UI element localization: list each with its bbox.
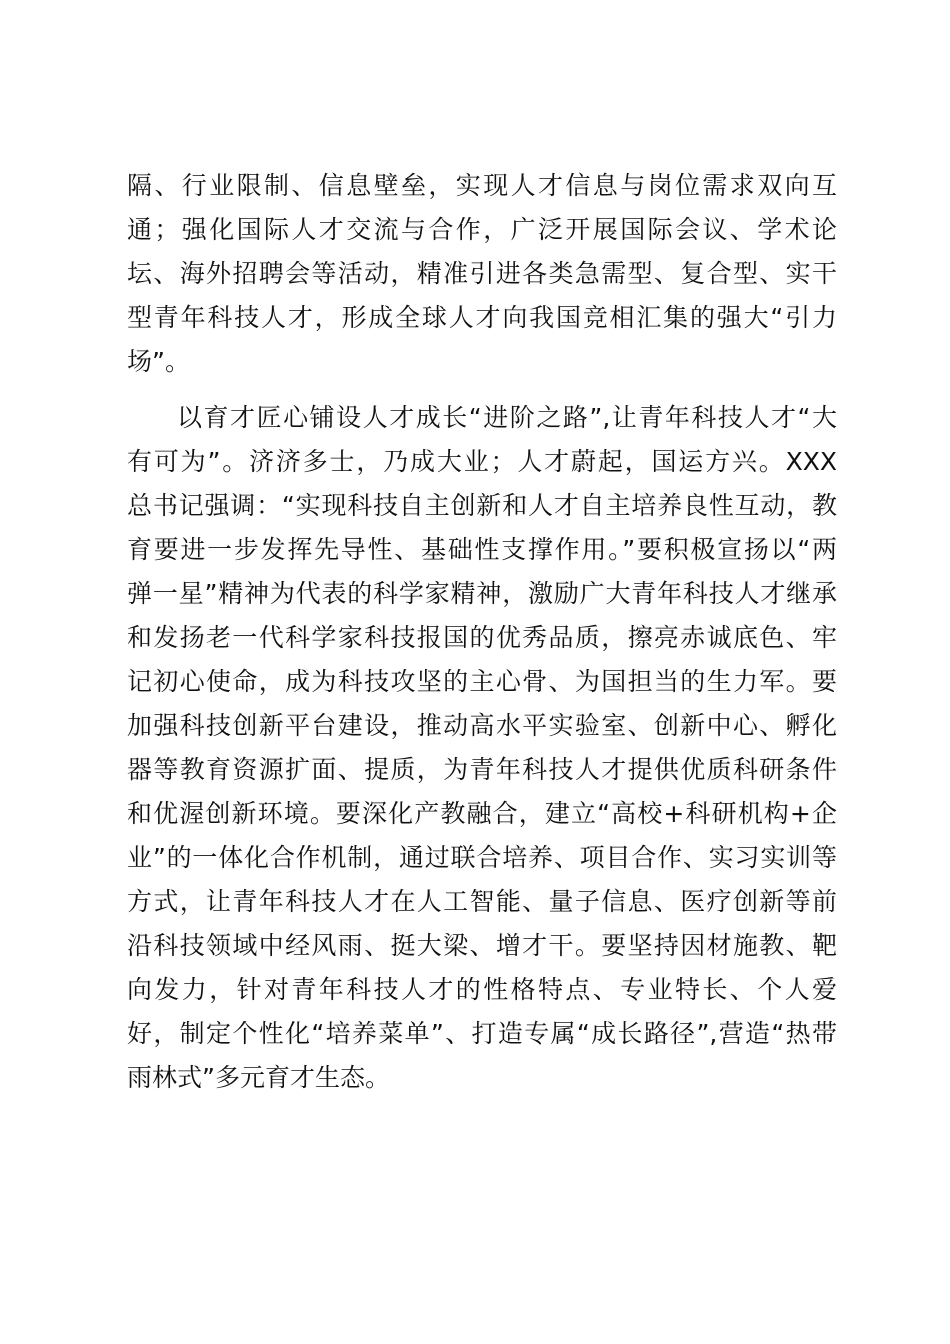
text-line: 坛、海外招聘会等活动，精准引进各类急需型、复合型、实干 bbox=[127, 259, 837, 288]
text-line: 加强科技创新平台建设，推动高水平实验室、创新中心、孵化 bbox=[127, 711, 837, 740]
text-line: 和优渥创新环境。要深化产教融合，建立“高校+科研机构+企 bbox=[127, 799, 837, 828]
text-line: 总书记强调：“实现科技自主创新和人才自主培养良性互动，教 bbox=[127, 491, 837, 520]
text-line: 育要进一步发挥先导性、基础性支撑作用。”要积极宣扬以“两 bbox=[127, 535, 837, 564]
text-line: 器等教育资源扩面、提质，为青年科技人才提供优质科研条件 bbox=[127, 755, 837, 784]
text-line: 弹一星”精神为代表的科学家精神，激励广大青年科技人才继承 bbox=[127, 579, 837, 608]
text-line: 雨林式”多元育才生态。 bbox=[127, 1063, 390, 1092]
text-line: 沿科技领域中经风雨、挺大梁、增才干。要坚持因材施教、靶 bbox=[127, 931, 837, 960]
paragraph-2 bbox=[127, 396, 837, 1100]
text-line: 隔、行业限制、信息壁垒，实现人才信息与岗位需求双向互 bbox=[127, 171, 837, 200]
text-line: 方式，让青年科技人才在人工智能、量子信息、医疗创新等前 bbox=[127, 887, 837, 916]
text-line: 有可为”。济济多士，乃成大业；人才蔚起，国运方兴。XXX bbox=[127, 447, 837, 476]
text-line: 业”的一体化合作机制，通过联合培养、项目合作、实习实训等 bbox=[127, 843, 837, 872]
paragraph-1 bbox=[127, 164, 837, 384]
text-line: 好，制定个性化“培养菜单”、打造专属“成长路径”,营造“热带 bbox=[127, 1019, 837, 1048]
text-line: 通；强化国际人才交流与合作，广泛开展国际会议、学术论 bbox=[127, 215, 837, 244]
text-line: 和发扬老一代科学家科技报国的优秀品质，擦亮赤诚底色、牢 bbox=[127, 623, 837, 652]
text-line: 场”。 bbox=[127, 347, 190, 376]
text-line: 记初心使命，成为科技攻坚的主心骨、为国担当的生力军。要 bbox=[127, 667, 837, 696]
text-line: 向发力，针对青年科技人才的性格特点、专业特长、个人爱 bbox=[127, 975, 837, 1004]
text-line: 型青年科技人才，形成全球人才向我国竞相汇集的强大“引力 bbox=[127, 303, 837, 332]
text-line: 以育才匠心铺设人才成长“进阶之路”,让青年科技人才“大 bbox=[177, 403, 837, 432]
